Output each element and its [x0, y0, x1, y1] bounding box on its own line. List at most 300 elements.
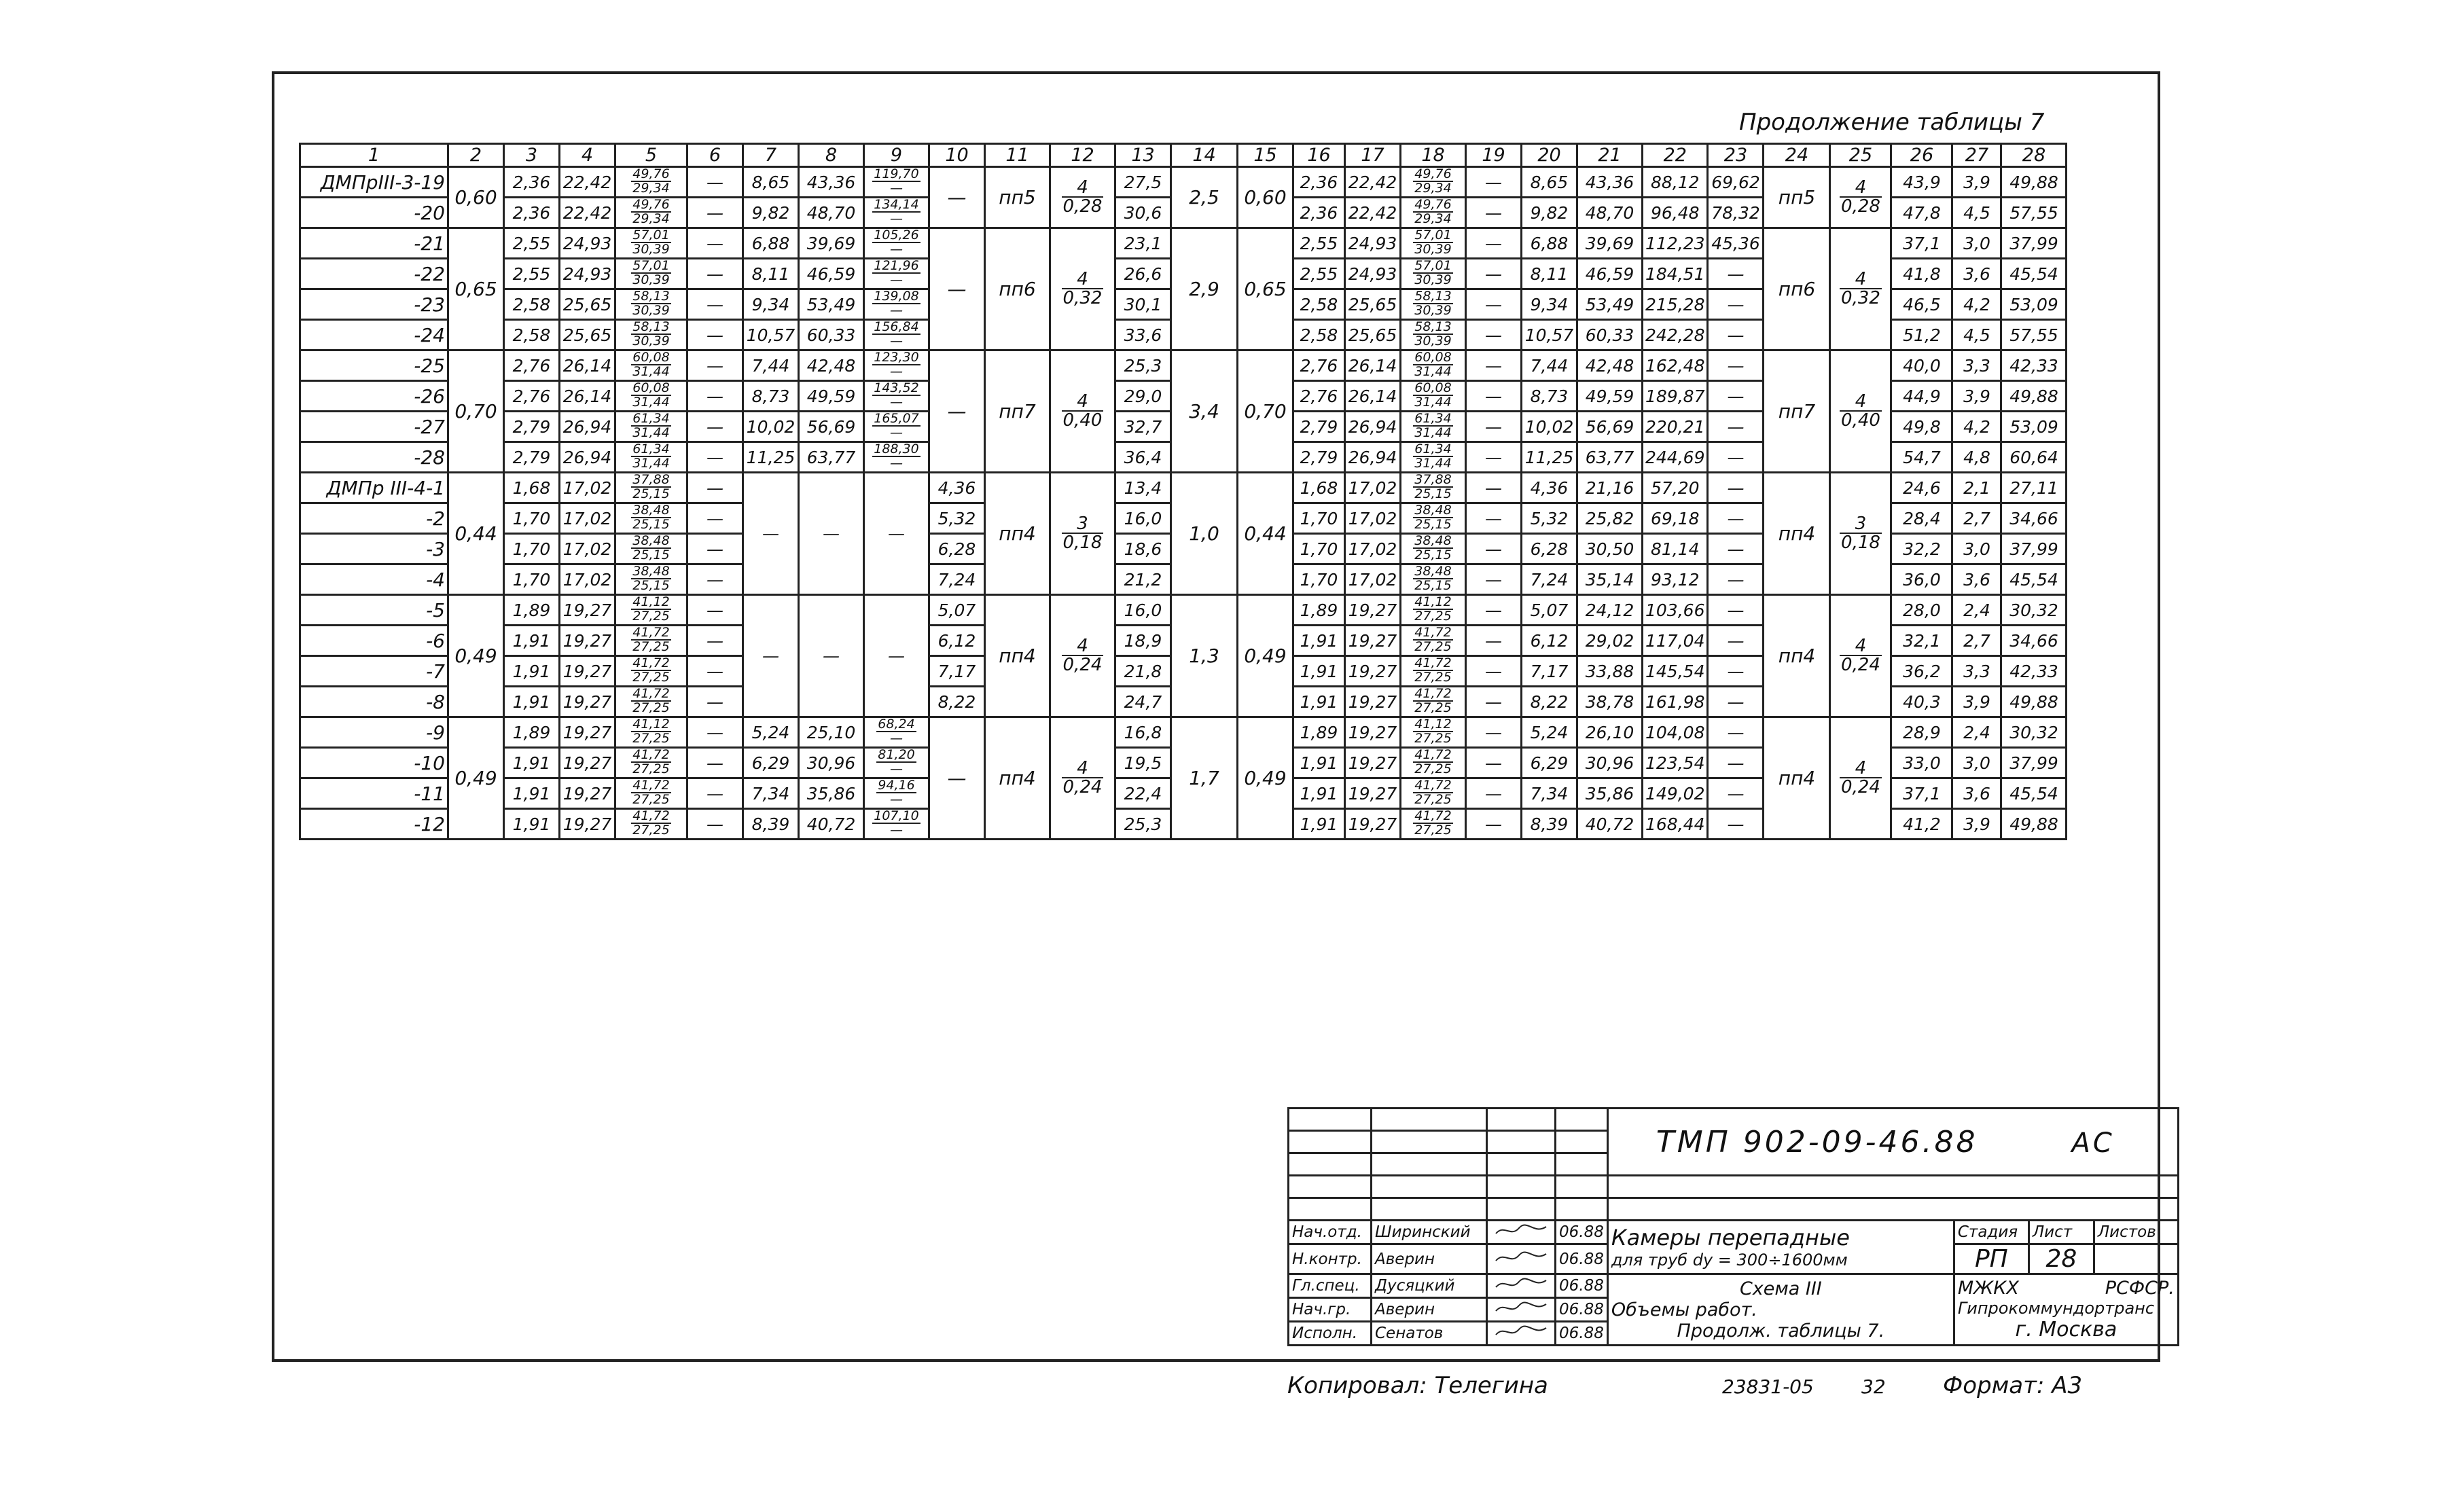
cell-col-19: —	[1466, 626, 1522, 656]
fraction	[631, 535, 671, 562]
table-row	[300, 473, 2067, 503]
sheets-label: Листов	[2094, 1221, 2178, 1244]
cell-col-27: 2,4	[1952, 717, 2001, 748]
cell-col-16: 1,70	[1293, 503, 1345, 534]
cell-col-16: 2,58	[1293, 320, 1345, 350]
cell-col-26: 33,0	[1891, 748, 1952, 778]
cell-col-11: пп4	[985, 595, 1050, 717]
fraction-denominator: —	[889, 364, 903, 379]
cell-col-26: 32,1	[1891, 626, 1952, 656]
fraction	[872, 259, 920, 287]
cell-col-21: 53,49	[1577, 289, 1643, 320]
fraction-denominator: 29,34	[1414, 181, 1452, 196]
fraction-numerator: 4	[1840, 270, 1882, 289]
fraction-numerator: 4	[1062, 393, 1104, 412]
cell-col-22: 242,28	[1643, 320, 1708, 350]
column-number: 4	[560, 144, 615, 167]
cell-col-19: —	[1466, 198, 1522, 228]
cell-col-20: 6,12	[1522, 626, 1577, 656]
cell-col-8: —	[799, 595, 864, 717]
fraction-denominator: 27,25	[632, 823, 670, 838]
cell-col-21: 24,12	[1577, 595, 1643, 626]
cell-col-26: 41,2	[1891, 809, 1952, 840]
column-number: 2	[448, 144, 504, 167]
cell-col-17: 17,02	[1345, 473, 1401, 503]
cell-col-5	[615, 626, 687, 656]
fraction-numerator: 107,10	[874, 808, 919, 823]
cell-col-8: 53,49	[799, 289, 864, 320]
cell-col-17: 26,94	[1345, 412, 1401, 442]
cell-col-10: 7,17	[929, 656, 985, 687]
cell-col-13: 16,8	[1115, 717, 1171, 748]
cell-col-6: —	[687, 778, 743, 809]
cell-col-28: 60,64	[2001, 442, 2067, 473]
fraction	[872, 412, 920, 439]
cell-col-17: 19,27	[1345, 626, 1401, 656]
cell-col-4: 19,27	[560, 656, 615, 687]
column-number: 13	[1115, 144, 1171, 167]
cell-col-20: 7,34	[1522, 778, 1577, 809]
cell-col-11: пп6	[985, 228, 1050, 350]
fraction	[876, 779, 916, 806]
fraction-numerator: 3	[1062, 515, 1104, 534]
cell-col-21: 60,33	[1577, 320, 1643, 350]
row-mark: -4	[300, 564, 448, 595]
cell-col-3: 2,58	[504, 320, 560, 350]
cell-col-18	[1401, 809, 1466, 840]
cell-col-23: —	[1708, 350, 1764, 381]
cell-col-6: —	[687, 687, 743, 717]
cell-col-22: 215,28	[1643, 289, 1708, 320]
fraction-denominator: 25,15	[632, 486, 670, 501]
column-number: 23	[1708, 144, 1764, 167]
cell-col-27: 4,5	[1952, 320, 2001, 350]
row-mark: -22	[300, 259, 448, 289]
fraction	[872, 351, 920, 378]
fraction	[872, 168, 920, 195]
cell-col-2: 0,49	[448, 595, 504, 717]
fraction-denominator: 31,44	[1414, 395, 1452, 410]
cell-col-22: 162,48	[1643, 350, 1708, 381]
fraction-denominator: 30,39	[632, 272, 670, 287]
sheet-title-continuation: Продолж. таблицы 7.	[1677, 1320, 1885, 1342]
cell-col-25	[1830, 167, 1891, 228]
fraction-denominator: 0,40	[1841, 410, 1880, 431]
cell-col-21: 26,10	[1577, 717, 1643, 748]
signature	[1487, 1298, 1556, 1322]
cell-col-3: 1,70	[504, 503, 560, 534]
column-number: 11	[985, 144, 1050, 167]
fraction	[631, 198, 671, 226]
republic: РСФСР.	[2105, 1278, 2175, 1299]
cell-col-9	[864, 320, 929, 350]
doc-code-cell	[1607, 1109, 2178, 1176]
fraction	[1413, 718, 1452, 745]
cell-col-4: 25,65	[560, 289, 615, 320]
cell-col-22: 93,12	[1643, 564, 1708, 595]
column-number: 12	[1050, 144, 1115, 167]
cell-col-4: 17,02	[560, 564, 615, 595]
cell-col-26: 46,5	[1891, 289, 1952, 320]
row-mark: -23	[300, 289, 448, 320]
fraction	[631, 321, 671, 348]
organization-line	[1958, 1278, 2175, 1299]
cell-col-16: 2,36	[1293, 167, 1345, 198]
cell-col-3: 1,89	[504, 717, 560, 748]
cell-col-13: 22,4	[1115, 778, 1171, 809]
cell-col-20: 4,36	[1522, 473, 1577, 503]
row-mark: -20	[300, 198, 448, 228]
fraction-denominator: 0,24	[1841, 655, 1880, 675]
signer-date: 06.88	[1556, 1274, 1608, 1298]
cell-col-17: 26,94	[1345, 442, 1401, 473]
cell-col-11: пп4	[985, 473, 1050, 595]
cell-col-19: —	[1466, 534, 1522, 564]
fraction-denominator: 30,39	[632, 334, 670, 348]
cell-col-18	[1401, 748, 1466, 778]
cell-col-5	[615, 320, 687, 350]
cell-col-26: 40,3	[1891, 687, 1952, 717]
fraction-denominator: 27,25	[632, 670, 670, 685]
cell-col-21: 39,69	[1577, 228, 1643, 259]
fraction-denominator: 0,40	[1062, 410, 1103, 431]
cell-col-27: 4,2	[1952, 412, 2001, 442]
cell-col-28: 49,88	[2001, 381, 2067, 412]
cell-col-9	[864, 748, 929, 778]
fraction-numerator: 58,13	[1414, 289, 1452, 304]
cell-col-5	[615, 228, 687, 259]
cell-col-9	[864, 381, 929, 412]
cell-col-28: 49,88	[2001, 167, 2067, 198]
signature-mark	[1490, 1322, 1552, 1340]
cell-col-13: 18,6	[1115, 534, 1171, 564]
signer-role: Исполн.	[1289, 1322, 1372, 1346]
fraction-numerator: 165,07	[874, 411, 919, 426]
fraction-numerator: 38,48	[632, 533, 670, 548]
cell-col-27: 3,3	[1952, 350, 2001, 381]
row-mark: -6	[300, 626, 448, 656]
cell-col-17: 26,14	[1345, 350, 1401, 381]
cell-col-21: 25,82	[1577, 503, 1643, 534]
cell-col-7: 10,57	[743, 320, 799, 350]
cell-col-20: 11,25	[1522, 442, 1577, 473]
fraction-denominator: 0,24	[1841, 777, 1880, 797]
cell-col-22: 112,23	[1643, 228, 1708, 259]
cell-col-16: 2,55	[1293, 259, 1345, 289]
cell-col-27: 3,9	[1952, 381, 2001, 412]
cell-col-13: 29,0	[1115, 381, 1171, 412]
cell-col-21: 56,69	[1577, 412, 1643, 442]
table-row	[300, 167, 2067, 198]
fraction-numerator: 61,34	[632, 442, 670, 456]
cell-col-28: 53,09	[2001, 412, 2067, 442]
column-number: 10	[929, 144, 985, 167]
cell-col-7: 6,29	[743, 748, 799, 778]
cell-col-25	[1830, 717, 1891, 840]
signer-name: Дусяцкий	[1372, 1274, 1487, 1298]
fraction-numerator: 134,14	[874, 197, 919, 212]
fraction-numerator: 38,48	[1414, 564, 1452, 579]
column-number: 27	[1952, 144, 2001, 167]
cell-col-18	[1401, 198, 1466, 228]
cell-col-2: 0,49	[448, 717, 504, 840]
cell-col-21: 38,78	[1577, 687, 1643, 717]
column-number: 15	[1238, 144, 1293, 167]
cell-col-20: 7,24	[1522, 564, 1577, 595]
row-mark: -10	[300, 748, 448, 778]
fraction-numerator: 41,72	[632, 625, 670, 640]
sheet-title-scheme: Схема III	[1739, 1278, 1822, 1299]
cell-col-20: 8,11	[1522, 259, 1577, 289]
cell-col-20: 8,39	[1522, 809, 1577, 840]
cell-col-20: 10,02	[1522, 412, 1577, 442]
cell-col-19: —	[1466, 687, 1522, 717]
cell-col-24: пп4	[1764, 717, 1830, 840]
cell-col-3: 1,70	[504, 534, 560, 564]
cell-col-11: пп5	[985, 167, 1050, 228]
cell-col-5	[615, 717, 687, 748]
row-mark: -5	[300, 595, 448, 626]
sheet-title-cell	[1607, 1274, 1954, 1346]
fraction	[1062, 270, 1104, 307]
fraction-denominator: 25,15	[1414, 486, 1452, 501]
fraction-numerator: 81,20	[878, 747, 915, 762]
cell-col-5	[615, 778, 687, 809]
cell-col-16: 1,68	[1293, 473, 1345, 503]
cell-col-27: 3,6	[1952, 259, 2001, 289]
cell-col-14: 1,7	[1171, 717, 1238, 840]
cell-col-5	[615, 412, 687, 442]
format-label: Формат: А3	[1943, 1372, 2083, 1399]
fraction-denominator: 31,44	[632, 456, 670, 471]
row-mark: -8	[300, 687, 448, 717]
cell-col-27: 3,9	[1952, 687, 2001, 717]
fraction-denominator: 0,24	[1062, 777, 1103, 797]
cell-col-9	[864, 778, 929, 809]
cell-col-6: —	[687, 259, 743, 289]
fraction-denominator: —	[889, 272, 903, 287]
column-number: 3	[504, 144, 560, 167]
cell-col-7: 11,25	[743, 442, 799, 473]
cell-col-21: 30,50	[1577, 534, 1643, 564]
fraction-denominator: 27,25	[1414, 700, 1452, 715]
fraction-numerator: 57,01	[1414, 258, 1452, 273]
fraction	[1062, 515, 1104, 552]
cell-col-21: 49,59	[1577, 381, 1643, 412]
page-number: 32	[1861, 1375, 1886, 1398]
fraction-denominator: 27,25	[1414, 761, 1452, 776]
cell-col-8: 39,69	[799, 228, 864, 259]
cell-col-17: 17,02	[1345, 534, 1401, 564]
fraction-numerator: 41,72	[1414, 625, 1452, 640]
cell-col-22: 168,44	[1643, 809, 1708, 840]
cell-col-20: 10,57	[1522, 320, 1577, 350]
cell-col-22: 117,04	[1643, 626, 1708, 656]
cell-col-18	[1401, 534, 1466, 564]
cell-col-25	[1830, 595, 1891, 717]
fraction-denominator: 25,15	[632, 517, 670, 532]
row-mark: ДМПрIII-3-19	[300, 167, 448, 198]
cell-col-7: 7,44	[743, 350, 799, 381]
cell-col-18	[1401, 320, 1466, 350]
cell-col-23: —	[1708, 412, 1764, 442]
cell-col-18	[1401, 564, 1466, 595]
cell-col-13: 19,5	[1115, 748, 1171, 778]
cell-col-20: 8,73	[1522, 381, 1577, 412]
row-mark: -12	[300, 809, 448, 840]
cell-col-17: 22,42	[1345, 198, 1401, 228]
cell-col-6: —	[687, 656, 743, 687]
fraction-numerator: 121,96	[874, 258, 919, 273]
cell-col-4: 19,27	[560, 595, 615, 626]
cell-col-9: —	[864, 595, 929, 717]
cell-col-16: 1,89	[1293, 595, 1345, 626]
fraction	[872, 810, 920, 837]
row-mark: -9	[300, 717, 448, 748]
cell-col-21: 40,72	[1577, 809, 1643, 840]
row-mark: ДМПр III-4-1	[300, 473, 448, 503]
cell-col-26: 51,2	[1891, 320, 1952, 350]
cell-col-17: 24,93	[1345, 228, 1401, 259]
cell-col-20: 8,65	[1522, 167, 1577, 198]
cell-col-24: пп4	[1764, 473, 1830, 595]
cell-col-20: 6,29	[1522, 748, 1577, 778]
column-number: 9	[864, 144, 929, 167]
fraction-numerator: 37,88	[1414, 472, 1452, 487]
cell-col-28: 53,09	[2001, 289, 2067, 320]
fraction-denominator: 25,15	[632, 547, 670, 562]
cell-col-18	[1401, 167, 1466, 198]
cell-col-23: 45,36	[1708, 228, 1764, 259]
fraction-denominator: 30,39	[1414, 334, 1452, 348]
sheets-total	[2094, 1244, 2178, 1274]
cell-col-6: —	[687, 473, 743, 503]
cell-col-21: 21,16	[1577, 473, 1643, 503]
cell-col-7: —	[743, 595, 799, 717]
cell-col-27: 3,0	[1952, 534, 2001, 564]
fraction	[631, 718, 671, 745]
cell-col-2: 0,44	[448, 473, 504, 595]
cell-col-20: 8,22	[1522, 687, 1577, 717]
fraction-denominator: —	[890, 792, 903, 807]
fraction	[631, 687, 671, 715]
cell-col-7: 9,82	[743, 198, 799, 228]
fraction	[631, 810, 671, 837]
signer-name: Сенатов	[1372, 1322, 1487, 1346]
cell-col-13: 32,7	[1115, 412, 1171, 442]
cell-col-12	[1050, 595, 1115, 717]
fraction	[1413, 626, 1452, 653]
cell-col-6: —	[687, 381, 743, 412]
cell-col-6: —	[687, 320, 743, 350]
cell-col-25	[1830, 350, 1891, 473]
cell-col-28: 49,88	[2001, 809, 2067, 840]
cell-col-11: пп7	[985, 350, 1050, 473]
fraction-numerator: 4	[1840, 637, 1882, 656]
fraction-denominator: 29,34	[1414, 211, 1452, 226]
row-mark: -28	[300, 442, 448, 473]
signer-row	[1289, 1221, 2179, 1244]
fraction-numerator: 57,01	[632, 228, 670, 242]
fraction	[631, 657, 671, 684]
fraction-denominator: —	[889, 425, 903, 440]
cell-col-17: 19,27	[1345, 809, 1401, 840]
cell-col-9	[864, 167, 929, 198]
signer-name: Аверин	[1372, 1298, 1487, 1322]
row-mark: -25	[300, 350, 448, 381]
cell-col-27: 3,0	[1952, 228, 2001, 259]
fraction-numerator: 139,08	[874, 289, 919, 304]
cell-col-23: —	[1708, 595, 1764, 626]
signature-mark	[1490, 1248, 1552, 1266]
fraction	[872, 198, 920, 226]
cell-col-27: 2,4	[1952, 595, 2001, 626]
row-mark: -26	[300, 381, 448, 412]
cell-col-19: —	[1466, 503, 1522, 534]
cell-col-9: —	[864, 473, 929, 595]
fraction-denominator: 30,39	[632, 303, 670, 318]
cell-col-6: —	[687, 717, 743, 748]
fraction-numerator: 41,12	[632, 594, 670, 609]
cell-col-27: 2,7	[1952, 626, 2001, 656]
cell-col-5	[615, 809, 687, 840]
cell-col-7: 10,02	[743, 412, 799, 442]
sheet-title-volumes: Объемы работ.	[1611, 1299, 1757, 1320]
fraction-numerator: 58,13	[1414, 319, 1452, 334]
fraction-denominator: 27,25	[1414, 609, 1452, 624]
fraction-numerator: 119,70	[874, 166, 919, 181]
cell-col-6: —	[687, 228, 743, 259]
fraction-denominator: —	[889, 823, 903, 838]
row-mark: -3	[300, 534, 448, 564]
cell-col-22: 161,98	[1643, 687, 1708, 717]
fraction	[872, 443, 920, 470]
fraction-numerator: 41,72	[1414, 808, 1452, 823]
fraction-numerator: 123,30	[874, 350, 919, 365]
cell-col-22: 184,51	[1643, 259, 1708, 289]
cell-col-23: —	[1708, 564, 1764, 595]
fraction	[1413, 351, 1452, 378]
cell-col-4: 22,42	[560, 167, 615, 198]
fraction	[1413, 504, 1452, 531]
cell-col-8: 40,72	[799, 809, 864, 840]
fraction-numerator: 58,13	[632, 319, 670, 334]
doc-code-suffix: АС	[2071, 1127, 2115, 1159]
cell-col-17: 19,27	[1345, 717, 1401, 748]
cell-col-22: 244,69	[1643, 442, 1708, 473]
cell-col-16: 1,91	[1293, 778, 1345, 809]
fraction	[1413, 290, 1452, 317]
fraction-denominator: —	[890, 731, 903, 746]
sheet-number: 28	[2028, 1244, 2094, 1274]
cell-col-13: 25,3	[1115, 809, 1171, 840]
cell-col-19: —	[1466, 564, 1522, 595]
cell-col-13: 26,6	[1115, 259, 1171, 289]
table-row	[300, 350, 2067, 381]
fraction-denominator: 31,44	[1414, 425, 1452, 440]
signer-date: 06.88	[1556, 1298, 1608, 1322]
cell-col-3: 2,36	[504, 198, 560, 228]
cell-col-21: 43,36	[1577, 167, 1643, 198]
institute: Гипрокоммундортранс	[1957, 1299, 2155, 1318]
signature	[1487, 1244, 1556, 1274]
cell-col-9	[864, 259, 929, 289]
fraction	[1840, 393, 1882, 429]
cell-col-23: —	[1708, 534, 1764, 564]
cell-col-27: 4,8	[1952, 442, 2001, 473]
cell-col-26: 44,9	[1891, 381, 1952, 412]
cell-col-28: 42,33	[2001, 656, 2067, 687]
